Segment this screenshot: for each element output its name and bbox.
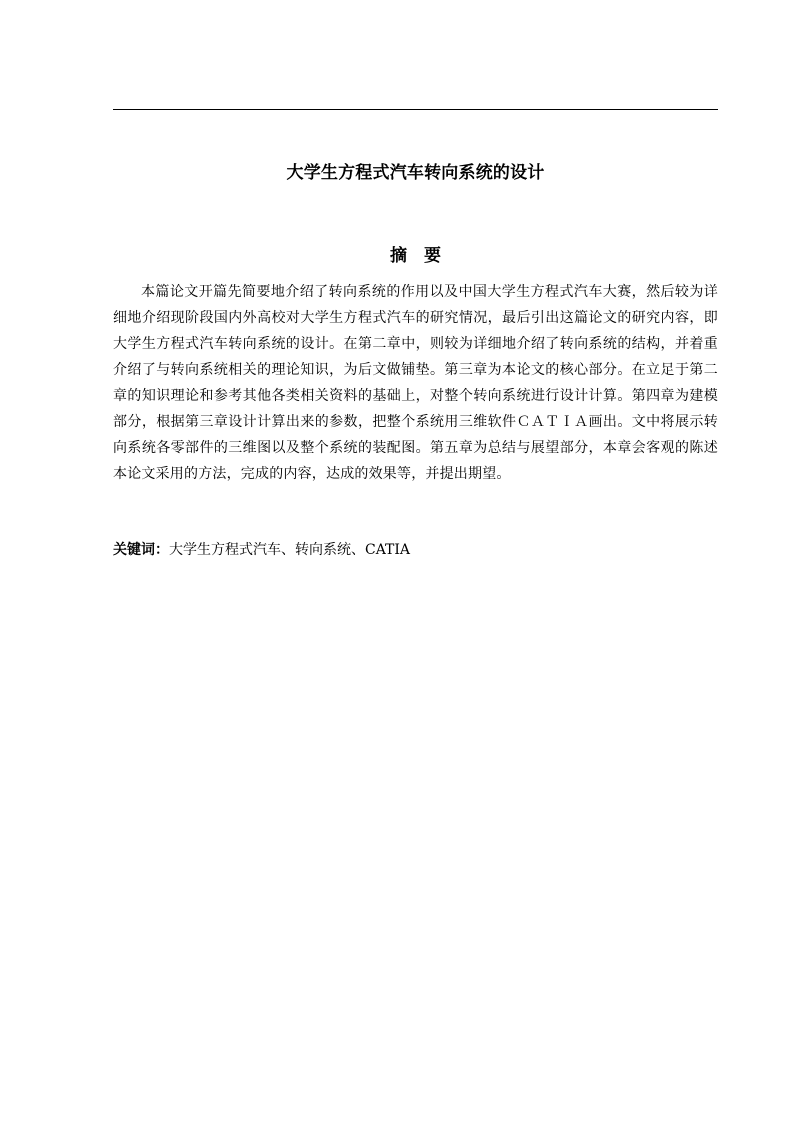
keywords-label: 关键词： [113,542,169,558]
page-title: 大学生方程式汽车转向系统的设计 [286,163,545,183]
abstract-heading [113,244,718,268]
abstract-heading-right: 要 [424,246,441,266]
keywords-line [113,538,718,562]
abstract-heading-left: 摘 [390,246,407,266]
abstract-body: 本篇论文开篇先简要地介绍了转向系统的作用以及中国大学生方程式汽车大赛，然后较为详细地介绍现阶段国内外高校对大学生方程式汽车的研究情况，最后引出这篇论文的研究内容，即大学生方程式汽车转向系统的设计。在第二章中，则较为详细地介绍了转向系统的结构，并着重介绍了与转向系统相关的理论知识，为后文做铺垫。第三章为本论文的核心部分。在立足于第二章的知识理论和参考其他各类相关资料的基础上，对整个转向系统进行设计计算。第四章为建模部分，根据第三章设计计算出来的参数，把整个系统用三维软件ＣＡＴＩＡ画出。文中将展示转向系统各零部件的三维图以及整个系统的装配图。第五章为总结与展望部分，本章会客观的陈述本论文采用的方法，完成的内容，达成的效果等，并提出期望。 [113,284,718,482]
header-rule [113,109,718,110]
keywords-value: 大学生方程式汽车、转向系统、CATIA [169,542,411,558]
